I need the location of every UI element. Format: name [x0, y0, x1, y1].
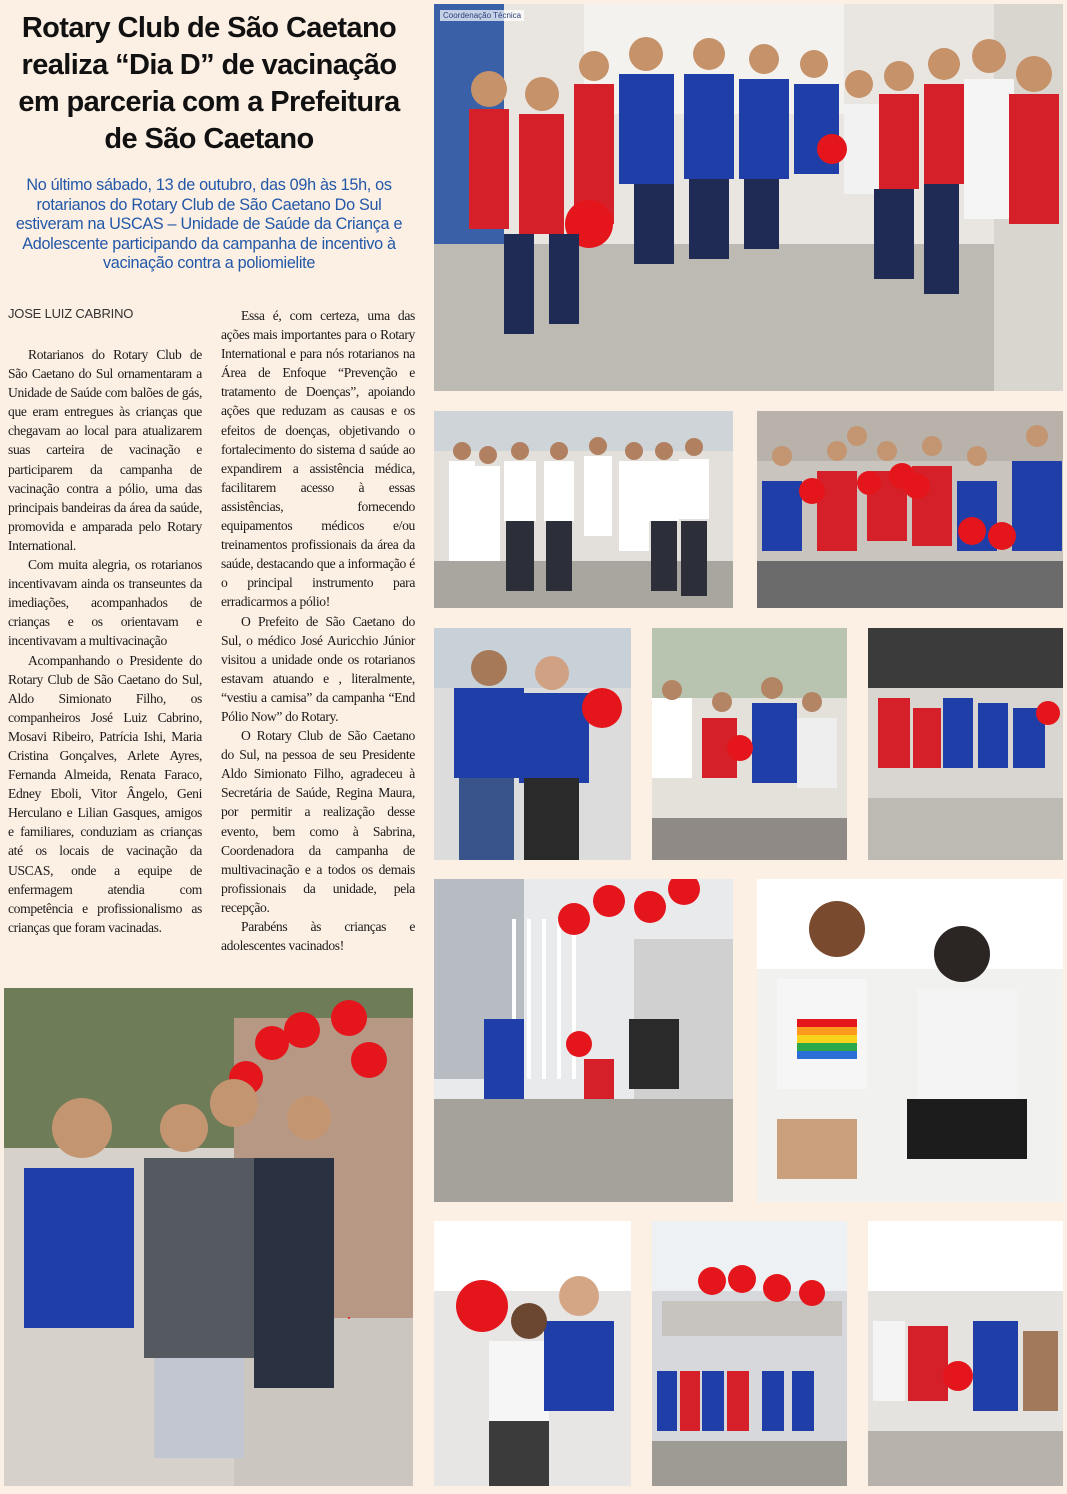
paragraph: Essa é, com certeza, uma das ações mais importantes para o Rotary International e para nós rotarianos na Área de Enfoque “Prevenção e tratamento de Doenças”, apoiando ações que reduzam as causas e os efeitos de doenças, objetivando o fortalecimento do sistema d saúde ao expandirem a assistência médica, facilitarem acesso à essas assistências, fornecendo equipamentos médicos e/ou treinamentos profissionais da área da saúde, destacando que a informação é o principal instrumento para erradicarmos a pólio!	[221, 308, 415, 610]
indoor-group-photo	[868, 1221, 1063, 1486]
health-staff-photo	[434, 411, 733, 608]
family-balloon-photo	[4, 988, 413, 1486]
group-balloons-photo	[757, 411, 1063, 608]
paragraph: O Rotary Club de São Caetano do Sul, na pessoa de seu Presidente Aldo Simionato Filho, agradeceu à Secretária de Saúde, Regina Maura, por permitir a realização desse evento, bem como à Sabrina, Coordenadora da campanha de multivacinação e a todos os demais profissionais da unidade, pela recepção.	[221, 728, 415, 915]
paragraph: Acompanhando o Presidente do Rotary Club de São Caetano do Sul, Aldo Simionato Filho, os companheiros José Luiz Cabrino, Mosavi Ribeiro, Patrícia Ishi, Maria Cristina Gonçalves, Arlete Ayres, Fernanda Almeida, Renata Faraco, Edney Eboli, Vitor Ângelo, Geni Herculano e Lilian Gasques, amigos e familiares, conduziam as crianças até os locais de vacinação da USCAS, onde a equipe de enfermagem atendia com competência e profissionalismo as crianças que foram vacinadas.	[8, 652, 202, 935]
article-headline: Rotary Club de São Caetano realiza “Dia D” de vacinação em parceria com a Prefeitura de São Caetano	[18, 12, 400, 155]
article-subhead: No último sábado, 13 de outubro, das 09h às 15h, os rotarianos do Rotary Club de São Caetano Do Sul estiveram na USCAS – Unidade de Saúde da Criança e Adolescente participando da campanha de incentivo à vacinação contra a poliomielite	[15, 176, 403, 272]
group-photo-main	[434, 4, 1063, 391]
child-balloon-photo	[434, 1221, 631, 1486]
nurse-child-photo	[652, 628, 847, 860]
vaccination-photo	[757, 879, 1063, 1202]
article-byline: JOSE LUIZ CABRINO	[8, 306, 134, 321]
group-front-photo	[868, 628, 1063, 860]
paragraph: Rotarianos do Rotary Club de São Caetano do Sul ornamentaram a Unidade de Saúde com balões de gás, que eram entregues às crianças que chegavam ao local para atualizarem suas carteira de vacinação e participarem da campanha de vacinação contra a pólio, uma das principais bandeiras da área da saúde, promovida e amparada pelo Rotary International.	[8, 347, 202, 553]
street-balloons-photo	[434, 879, 733, 1202]
article-column-1	[8, 345, 202, 937]
sign-text: Coordenação Técnica	[440, 10, 524, 21]
paragraph: Com muita alegria, os rotarianos incentivavam ainda os transeuntes da imediações, acompanhados de crianças e os orientavam e incentivavam a multivacinação	[8, 557, 202, 649]
building-facade-photo	[652, 1221, 847, 1486]
mayor-president-photo	[434, 628, 631, 860]
article-column-2	[221, 306, 415, 955]
paragraph: O Prefeito de São Caetano do Sul, o médico José Auricchio Júnior visitou a unidade onde os rotarianos estavam atuando e , literalmente, “vestiu a camisa” da campanha “End Pólio Now” do Rotary.	[221, 613, 415, 724]
paragraph: Parabéns às crianças e adolescentes vacinados!	[221, 919, 415, 954]
